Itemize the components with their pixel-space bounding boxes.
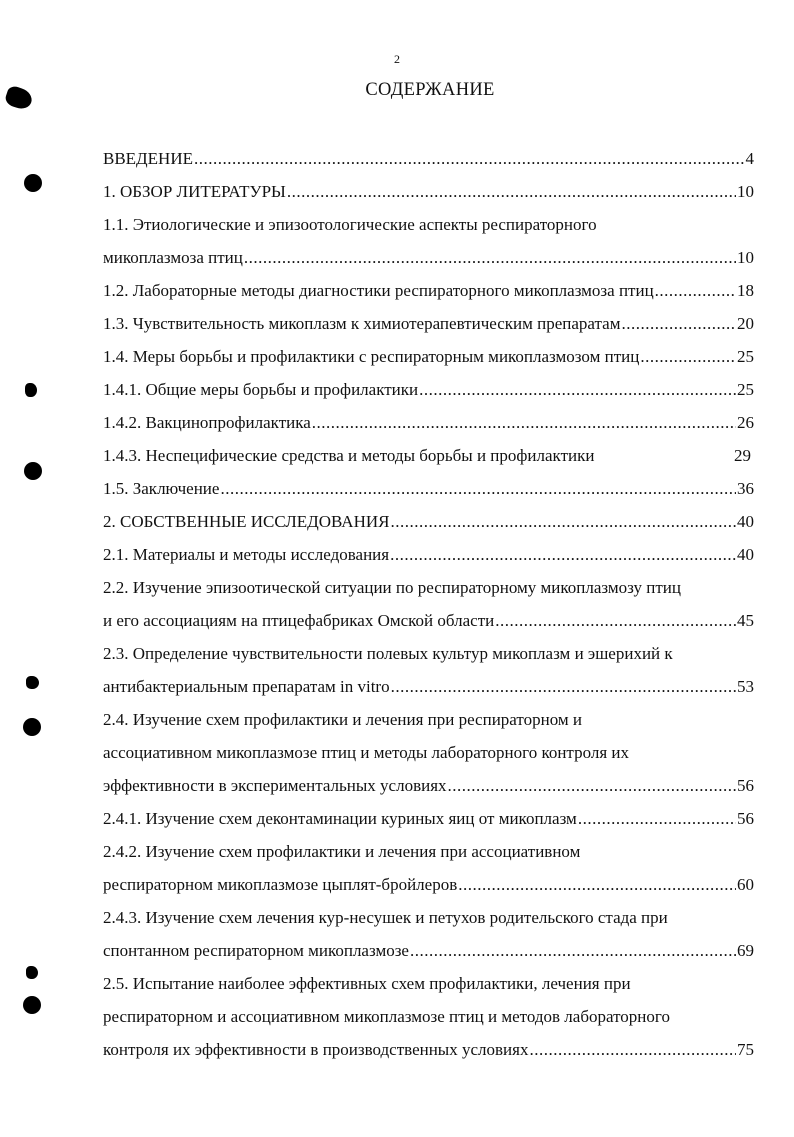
toc-leader bbox=[640, 341, 736, 373]
toc-entry-title: 1.4.1. Общие меры борьбы и профилактики bbox=[103, 380, 419, 399]
toc-entry-page: 75 bbox=[737, 1040, 754, 1059]
ink-blot-mark bbox=[25, 383, 37, 397]
toc-entry-title: 1.5. Заключение bbox=[103, 479, 220, 498]
toc-entry bbox=[103, 506, 754, 538]
toc-entry-title: 2. СОБСТВЕННЫЕ ИССЛЕДОВАНИЯ bbox=[103, 512, 390, 531]
toc-entry-title: 1.4.3. Неспецифические средства и методы борьбы и профилактики bbox=[103, 446, 595, 465]
toc-entry bbox=[103, 275, 754, 307]
toc-entry-line bbox=[103, 737, 754, 769]
toc-entry-title: 1.1. Этиологические и эпизоотологические аспекты респираторного bbox=[103, 215, 597, 234]
toc-leader bbox=[578, 803, 736, 835]
toc-entry-page: 36 bbox=[737, 479, 754, 498]
toc-entry-title: 2.4.1. Изучение схем деконтаминации куриных яиц от микоплазм bbox=[103, 809, 577, 828]
toc-entry-title: 2.4.2. Изучение схем профилактики и лечения при ассоциативном bbox=[103, 842, 581, 861]
toc-leader bbox=[312, 407, 736, 439]
punch-hole-mark bbox=[23, 996, 41, 1014]
toc-entry bbox=[103, 143, 754, 175]
toc-entry bbox=[103, 440, 754, 472]
toc-leader bbox=[391, 671, 736, 703]
toc-entry-page: 25 bbox=[737, 347, 754, 366]
toc-entry-page: 69 bbox=[737, 941, 754, 960]
toc-entry-title: 1.3. Чувствительность микоплазм к химиотерапевтическим препаратам bbox=[103, 314, 621, 333]
toc-entry-title: 2.2. Изучение эпизоотической ситуации по респираторному микоплазмозу птиц bbox=[103, 578, 681, 597]
page-title: СОДЕРЖАНИЕ bbox=[365, 80, 495, 100]
toc-entry bbox=[103, 176, 754, 208]
toc-entry-title: 1.2. Лабораторные методы диагностики респираторного микоплазмоза птиц bbox=[103, 281, 654, 300]
toc-entry bbox=[103, 869, 754, 901]
toc-entry-title: 1.4.2. Вакцинопрофилактика bbox=[103, 413, 311, 432]
toc-entry-title: респираторном и ассоциативном микоплазмозе птиц и методов лабораторного bbox=[103, 1007, 670, 1026]
toc-leader bbox=[194, 143, 745, 175]
toc-entry-line bbox=[103, 209, 754, 241]
punch-hole-mark bbox=[23, 718, 41, 736]
toc-entry-title: антибактериальным препаратам in vitro bbox=[103, 677, 390, 696]
toc-entry-page: 18 bbox=[737, 281, 754, 300]
toc-entry bbox=[103, 539, 754, 571]
toc-entry bbox=[103, 473, 754, 505]
toc-entry-line bbox=[103, 836, 754, 868]
toc-leader bbox=[458, 869, 736, 901]
toc-entry-page: 60 bbox=[737, 875, 754, 894]
toc-entry-title: 2.5. Испытание наиболее эффективных схем профилактики, лечения при bbox=[103, 974, 631, 993]
toc-leader bbox=[655, 275, 736, 307]
toc-leader bbox=[390, 539, 736, 571]
toc-entry-title: 1. ОБЗОР ЛИТЕРАТУРЫ bbox=[103, 182, 286, 201]
toc-entry-line bbox=[103, 1001, 754, 1033]
toc-entry-title: микоплазмоза птиц bbox=[103, 248, 243, 267]
toc-entry-title: 1.4. Меры борьбы и профилактики с респираторным микоплазмозом птиц bbox=[103, 347, 640, 366]
toc-entry bbox=[103, 1034, 754, 1066]
toc-leader bbox=[529, 1034, 736, 1066]
toc-entry-line bbox=[103, 902, 754, 934]
toc-entry bbox=[103, 308, 754, 340]
toc-entry-line bbox=[103, 572, 754, 604]
toc-entry-title: и его ассоциациям на птицефабриках Омской области bbox=[103, 611, 495, 630]
page-number: 2 bbox=[394, 52, 400, 66]
toc-entry-page: 10 bbox=[737, 248, 754, 267]
toc-entry-title: 2.1. Материалы и методы исследования bbox=[103, 545, 390, 564]
toc-entry-title: 2.4. Изучение схем профилактики и лечения при респираторном и bbox=[103, 710, 582, 729]
punch-hole-mark bbox=[24, 462, 42, 480]
toc-entry-title: 2.3. Определение чувствительности полевых культур микоплазм и эшерихий к bbox=[103, 644, 673, 663]
toc-entry bbox=[103, 374, 754, 406]
ink-blot-mark bbox=[26, 676, 39, 689]
toc-leader bbox=[390, 506, 736, 538]
toc-entry bbox=[103, 803, 754, 835]
toc-entry-title: ассоциативном микоплазмозе птиц и методы лабораторного контроля их bbox=[103, 743, 629, 762]
toc-entry-page: 56 bbox=[737, 809, 754, 828]
toc-entry-title: контроля их эффективности в производственных условиях bbox=[103, 1040, 529, 1059]
toc-entry-page: 26 bbox=[737, 413, 754, 432]
toc-leader bbox=[495, 605, 736, 637]
toc-entry bbox=[103, 407, 754, 439]
toc-entry bbox=[103, 770, 754, 802]
toc-entry-title: эффективности в экспериментальных условиях bbox=[103, 776, 447, 795]
toc-entry bbox=[103, 671, 754, 703]
toc-entry-title: респираторном микоплазмозе цыплят-бройлеров bbox=[103, 875, 458, 894]
toc-leader bbox=[419, 374, 736, 406]
punch-hole-mark bbox=[24, 174, 42, 192]
toc-leader bbox=[621, 308, 736, 340]
toc-entry-page: 56 bbox=[737, 776, 754, 795]
toc-entry-page: 53 bbox=[737, 677, 754, 696]
toc-entry-page: 40 bbox=[737, 512, 754, 531]
toc-entry-line bbox=[103, 638, 754, 670]
toc-entry-page: 20 bbox=[737, 314, 754, 333]
toc-entry-page: 45 bbox=[737, 611, 754, 630]
ink-blot-mark bbox=[26, 966, 38, 979]
toc-entry-page: 29 bbox=[734, 446, 751, 465]
toc-entry-page: 40 bbox=[737, 545, 754, 564]
toc-entry-title: ВВЕДЕНИЕ bbox=[103, 149, 193, 168]
toc-entry-page: 10 bbox=[737, 182, 754, 201]
toc-entry-page: 25 bbox=[737, 380, 754, 399]
toc-entry bbox=[103, 242, 754, 274]
toc-entry-page: 4 bbox=[745, 149, 754, 168]
toc-entry-title: 2.4.3. Изучение схем лечения кур-несушек и петухов родительского стада при bbox=[103, 908, 668, 927]
toc-leader bbox=[244, 242, 736, 274]
toc-entry bbox=[103, 935, 754, 967]
toc-entry-line bbox=[103, 704, 754, 736]
toc-leader bbox=[410, 935, 736, 967]
toc-entry bbox=[103, 605, 754, 637]
toc-leader bbox=[448, 770, 736, 802]
toc-leader bbox=[287, 176, 736, 208]
toc-entry-line bbox=[103, 968, 754, 1000]
toc-entry bbox=[103, 341, 754, 373]
toc-leader bbox=[220, 473, 736, 505]
toc-entry-title: спонтанном респираторном микоплазмозе bbox=[103, 941, 409, 960]
